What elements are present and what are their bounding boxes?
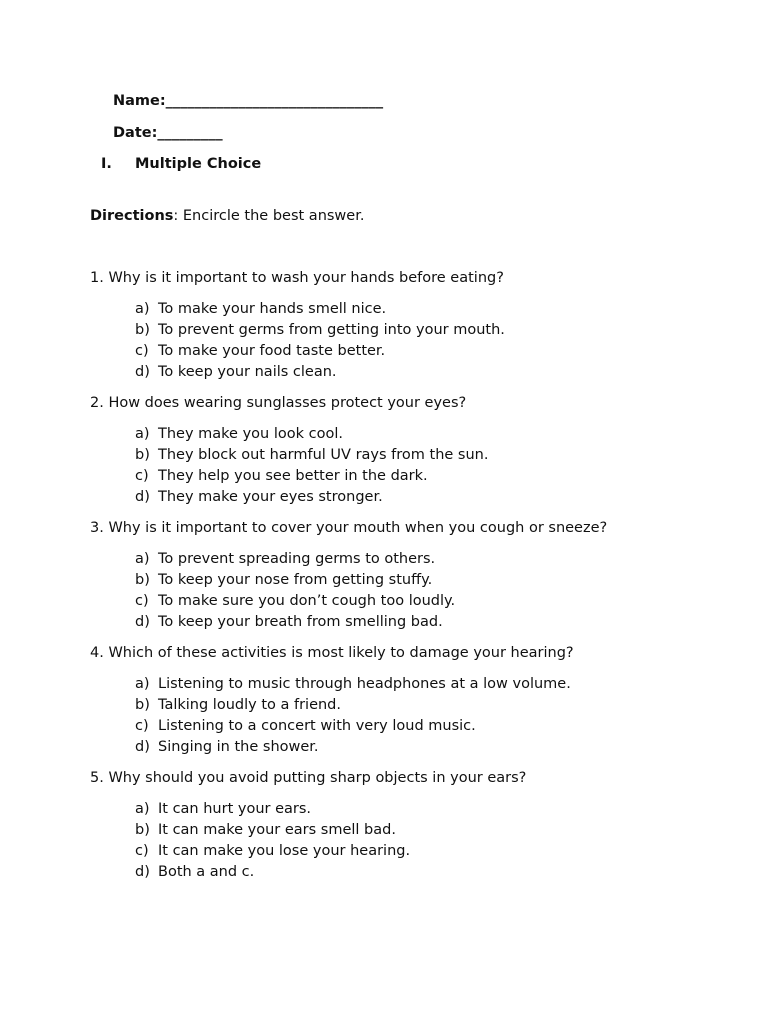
question-5: 5. Why should you avoid putting sharp objects in your ears?	[90, 770, 527, 786]
question-3: 3. Why is it important to cover your mouth when you cough or sneeze?	[90, 520, 608, 536]
question-1: 1. Why is it important to wash your hands before eating?	[90, 270, 504, 286]
option-text[interactable]: They make your eyes stronger.	[158, 489, 383, 505]
option-text[interactable]: Listening to music through headphones at a low volume.	[158, 676, 571, 692]
option-letter[interactable]: a)	[135, 676, 150, 692]
option-letter[interactable]: d)	[135, 614, 150, 630]
option-text[interactable]: They help you see better in the dark.	[158, 468, 428, 484]
option-letter[interactable]: b)	[135, 822, 150, 838]
option-letter[interactable]: d)	[135, 739, 150, 755]
option-text[interactable]: To make your food taste better.	[158, 343, 386, 359]
option-letter[interactable]: b)	[135, 697, 150, 713]
option-letter[interactable]: b)	[135, 447, 150, 463]
option-text[interactable]: Listening to a concert with very loud music.	[158, 718, 476, 734]
option-letter[interactable]: a)	[135, 301, 150, 317]
section-title: Multiple Choice	[135, 156, 262, 172]
directions	[90, 209, 364, 224]
name-field[interactable]	[113, 94, 383, 109]
option-text[interactable]: Talking loudly to a friend.	[158, 697, 341, 713]
option-letter[interactable]: a)	[135, 801, 150, 817]
option-letter[interactable]: d)	[135, 489, 150, 505]
date-label: Date:	[113, 125, 158, 141]
option-letter[interactable]: d)	[135, 864, 150, 880]
directions-text: : Encircle the best answer.	[173, 208, 365, 224]
date-field[interactable]	[113, 126, 223, 141]
question-2: 2. How does wearing sunglasses protect your eyes?	[90, 395, 467, 411]
option-text[interactable]: To keep your breath from smelling bad.	[158, 614, 443, 630]
option-text[interactable]: They make you look cool.	[158, 426, 343, 442]
option-text[interactable]: To keep your nose from getting stuffy.	[158, 572, 433, 588]
option-text[interactable]: To make sure you don’t cough too loudly.	[158, 593, 456, 609]
option-letter[interactable]: a)	[135, 551, 150, 567]
option-text[interactable]: It can make your ears smell bad.	[158, 822, 396, 838]
option-letter[interactable]: c)	[135, 343, 149, 359]
option-letter[interactable]: c)	[135, 843, 149, 859]
option-letter[interactable]: c)	[135, 468, 149, 484]
question-4: 4. Which of these activities is most likely to damage your hearing?	[90, 645, 574, 661]
option-text[interactable]: To make your hands smell nice.	[158, 301, 387, 317]
option-text[interactable]: To keep your nails clean.	[158, 364, 337, 380]
name-label: Name:	[113, 93, 166, 109]
option-text[interactable]: It can hurt your ears.	[158, 801, 312, 817]
directions-label: Directions	[90, 208, 174, 224]
option-text[interactable]: Singing in the shower.	[158, 739, 319, 755]
option-letter[interactable]: c)	[135, 718, 149, 734]
option-text[interactable]: They block out harmful UV rays from the sun.	[158, 447, 489, 463]
option-letter[interactable]: c)	[135, 593, 149, 609]
name-blank-line[interactable]: ______________________________	[165, 93, 384, 109]
option-letter[interactable]: b)	[135, 572, 150, 588]
date-blank-line[interactable]: _________	[157, 125, 223, 141]
option-letter[interactable]: d)	[135, 364, 150, 380]
option-text[interactable]: Both a and c.	[158, 864, 255, 880]
option-text[interactable]: To prevent germs from getting into your mouth.	[158, 322, 505, 338]
option-letter[interactable]: b)	[135, 322, 150, 338]
section-numeral: I.	[101, 156, 112, 172]
option-text[interactable]: To prevent spreading germs to others.	[158, 551, 436, 567]
option-text[interactable]: It can make you lose your hearing.	[158, 843, 411, 859]
option-letter[interactable]: a)	[135, 426, 150, 442]
